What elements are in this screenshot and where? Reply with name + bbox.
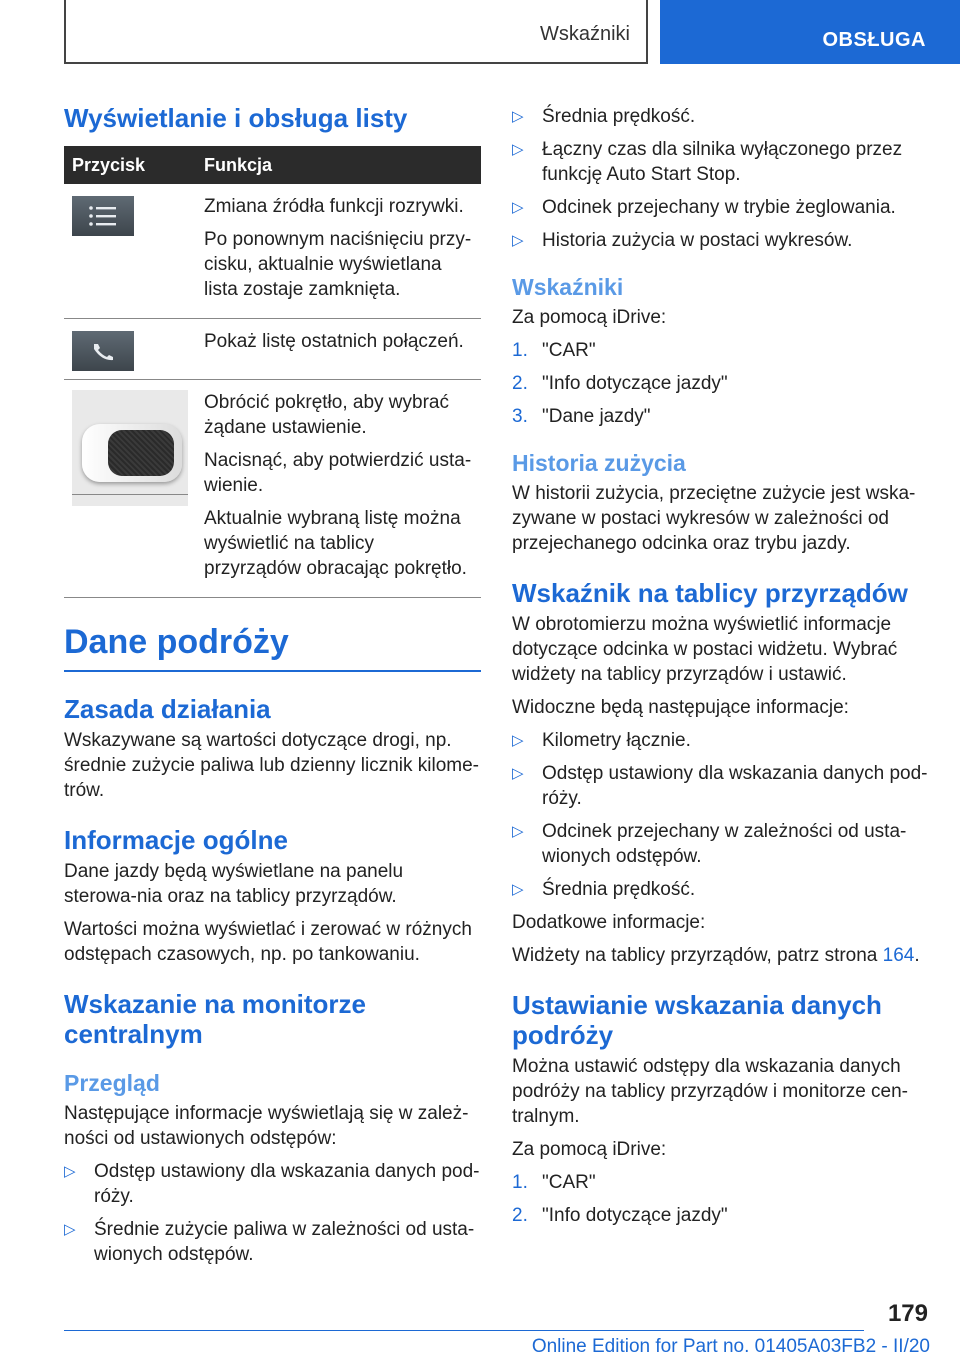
bullet-triangle-icon: ▷ bbox=[64, 1163, 76, 1180]
footer-edition: Online Edition for Part no. 01405A03FB2 - II/20 bbox=[531, 1336, 930, 1357]
list-menu-icon bbox=[72, 196, 134, 236]
table-row bbox=[64, 184, 481, 319]
table-cell-function bbox=[196, 380, 481, 598]
list-item: 1. "CAR" bbox=[512, 1172, 596, 1193]
header-section-title: Wskaźniki bbox=[539, 23, 630, 45]
principle-title: Zasada działania bbox=[64, 694, 271, 724]
list-item: 1. "CAR" bbox=[512, 340, 596, 361]
page-number: 179 bbox=[887, 1300, 928, 1327]
list-item: ▷ Odstęp ustawiony dla wskazania danych pod-róży. bbox=[64, 1161, 480, 1207]
table-cell-function bbox=[196, 319, 481, 380]
buttons-table bbox=[64, 146, 481, 598]
row3-text3: Aktualnie wybraną listę można wyświetlić na tablicy przyrządów obracając pokrętło. bbox=[204, 508, 467, 579]
overview-list-continued bbox=[512, 104, 928, 253]
overview-list bbox=[64, 1159, 481, 1267]
list-section-title: Wyświetlanie i obsługa listy bbox=[64, 103, 408, 133]
bullet-triangle-icon: ▷ bbox=[512, 881, 524, 898]
table-row bbox=[64, 380, 481, 598]
phone-icon bbox=[72, 331, 134, 371]
rotary-knob-image bbox=[72, 390, 188, 506]
overview-text: Następujące informacje wyświetlają się w zależ-ności od ustawionych odstępów: bbox=[64, 1103, 469, 1149]
list-item: ▷ Odcinek przejechany w zależności od usta-wionych odstępów. bbox=[512, 821, 907, 867]
footer-divider bbox=[64, 1330, 864, 1331]
general-info-p2: Wartości można wyświetlać i zerować w różnych odstępach czasowych, np. po tankowaniu. bbox=[64, 919, 472, 965]
history-title: Historia zużycia bbox=[512, 450, 686, 476]
header-chapter-title: OBSŁUGA bbox=[822, 29, 926, 51]
list-item: 2. "Info dotyczące jazdy" bbox=[512, 1205, 728, 1226]
list-item: ▷ Historia zużycia w postaci wykresów. bbox=[512, 230, 853, 251]
table-header-row bbox=[64, 146, 481, 184]
idrive-intro: Za pomocą iDrive: bbox=[512, 307, 667, 328]
extra-text: Widżety na tablicy przyrządów, patrz strona 164. bbox=[512, 945, 920, 966]
bullet-triangle-icon: ▷ bbox=[512, 765, 524, 782]
list-item: ▷ Łączny czas dla silnika wyłączonego przez funkcję Auto Start Stop. bbox=[512, 139, 903, 185]
list-item: 3. "Dane jazdy" bbox=[512, 406, 651, 427]
bullet-triangle-icon: ▷ bbox=[512, 732, 524, 749]
trip-data-title: Dane podróży bbox=[64, 620, 481, 672]
header-section-box bbox=[64, 0, 648, 64]
page-link[interactable]: 164 bbox=[882, 945, 915, 966]
visible-list bbox=[512, 728, 928, 902]
cluster-text: W obrotomierzu można wyświetlić informacje dotyczące odcinka w postaci widżetu. Wybrać widżety na tablicy przyrządów i ustawić. bbox=[512, 614, 898, 685]
right-column bbox=[512, 104, 928, 1236]
bullet-triangle-icon: ▷ bbox=[512, 232, 524, 249]
table-cell-function bbox=[196, 184, 481, 319]
table-header-button: Przycisk bbox=[64, 146, 196, 184]
extra-label: Dodatkowe informacje: bbox=[512, 912, 706, 933]
row3-text2: Nacisnąć, aby potwierdzić usta-wienie. bbox=[204, 450, 472, 496]
list-item: ▷ Średnia prędkość. bbox=[512, 106, 696, 127]
list-item: ▷ Kilometry łącznie. bbox=[512, 730, 691, 751]
bullet-triangle-icon: ▷ bbox=[64, 1221, 76, 1238]
settings-title: Ustawianie wskazania danych podróży bbox=[512, 990, 882, 1050]
row1-text2: Po ponownym naciśnięciu przy-cisku, aktualnie wyświetlana lista zostaje zamknięta. bbox=[204, 229, 472, 300]
general-info-p1: Dane jazdy będą wyświetlane na panelu sterowa-nia oraz na tablicy przyrządów. bbox=[64, 861, 404, 907]
steps-list-2 bbox=[512, 1170, 928, 1228]
visible-intro: Widoczne będą następujące informacje: bbox=[512, 697, 849, 718]
list-item: ▷ Odstęp ustawiony dla wskazania danych pod-róży. bbox=[512, 763, 928, 809]
list-item: ▷ Średnia prędkość. bbox=[512, 879, 696, 900]
idrive-intro-2: Za pomocą iDrive: bbox=[512, 1139, 667, 1160]
list-item: ▷ Odcinek przejechany w trybie żeglowania. bbox=[512, 197, 896, 218]
indicators-title: Wskaźniki bbox=[512, 274, 624, 300]
list-item: ▷ Średnie zużycie paliwa w zależności od usta-wionych odstępów. bbox=[64, 1219, 475, 1265]
overview-title: Przegląd bbox=[64, 1070, 160, 1096]
bullet-triangle-icon: ▷ bbox=[512, 141, 524, 158]
left-column bbox=[64, 96, 481, 1275]
header-chapter-tab bbox=[660, 0, 960, 64]
steps-list-1 bbox=[512, 338, 928, 429]
central-monitor-title: Wskazanie na monitorze centralnym bbox=[64, 989, 366, 1049]
list-item: 2. "Info dotyczące jazdy" bbox=[512, 373, 728, 394]
table-header-function: Funkcja bbox=[196, 146, 481, 184]
bullet-triangle-icon: ▷ bbox=[512, 199, 524, 216]
cluster-title: Wskaźnik na tablicy przyrządów bbox=[512, 578, 908, 608]
row2-text1: Pokaż listę ostatnich połączeń. bbox=[204, 331, 464, 352]
bullet-triangle-icon: ▷ bbox=[512, 108, 524, 125]
table-cell-icon bbox=[64, 380, 196, 598]
settings-text: Można ustawić odstępy dla wskazania danych podróży na tablicy przyrządów i monitorze cen-tralnym. bbox=[512, 1056, 909, 1127]
table-cell-icon bbox=[64, 319, 196, 380]
row3-text1: Obrócić pokrętło, aby wybrać żądane ustawienie. bbox=[204, 392, 449, 438]
table-cell-icon bbox=[64, 184, 196, 319]
row1-text1: Zmiana źródła funkcji rozrywki. bbox=[204, 196, 464, 217]
principle-text: Wskazywane są wartości dotyczące drogi, np. średnie zużycie paliwa lub dzienny licznik kilome-trów. bbox=[64, 730, 480, 801]
table-row bbox=[64, 319, 481, 380]
general-info-title: Informacje ogólne bbox=[64, 825, 288, 855]
history-text: W historii zużycia, przeciętne zużycie jest wska-zywane w postaci wykresów w zależności od przejechanego odcinka oraz trybu jazdy. bbox=[512, 483, 916, 554]
bullet-triangle-icon: ▷ bbox=[512, 823, 524, 840]
